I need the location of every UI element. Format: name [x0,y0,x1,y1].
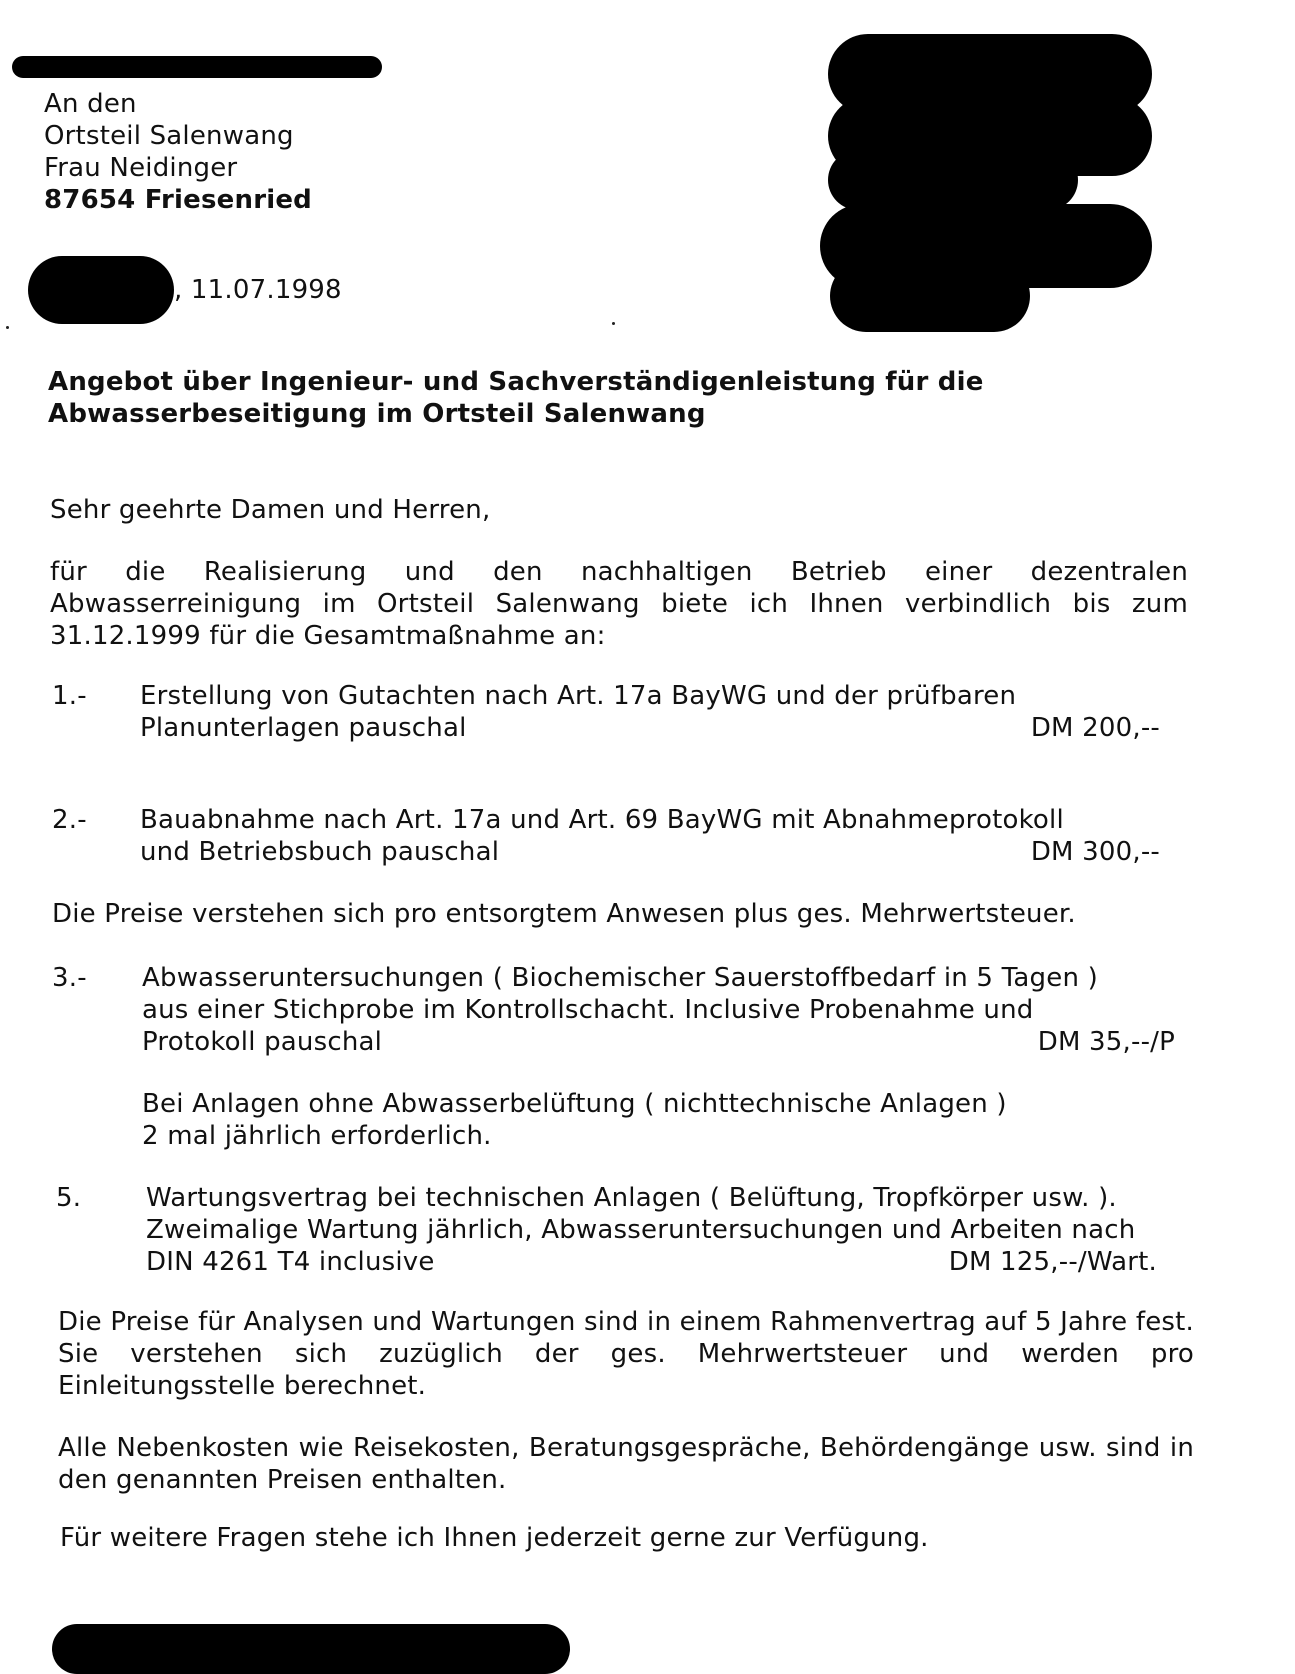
item-text-line: und Betriebsbuch pauschal [140,837,500,867]
item-number: 5. [56,1183,82,1213]
item-text-line: aus einer Stichprobe im Kontrollschacht. Inclusive Probenahme und [142,995,1034,1025]
item-text-line: Bauabnahme nach Art. 17a und Art. 69 BayWG mit Abnahmeprotokoll [140,805,1064,835]
item-text-line: DIN 4261 T4 inclusive [146,1247,435,1277]
redaction-place [28,256,174,324]
redaction-sender-line [12,56,382,78]
item-text-line: Wartungsvertrag bei technischen Anlagen ( Belüftung, Tropfkörper usw. ). [146,1183,1117,1213]
item-price: DM 300,-- [1030,837,1160,867]
subject-line-1: Angebot über Ingenieur- und Sachverständigenleistung für die [48,367,984,397]
item-text-line: Protokoll pauschal [142,1027,383,1057]
recipient-postal-city: 87654 Friesenried [44,185,312,215]
item-note-line: Bei Anlagen ohne Abwasserbelüftung ( nichttechnische Anlagen ) [142,1089,1007,1119]
item-number: 3.- [52,963,87,993]
item-number: 1.- [52,681,87,711]
item-text-line: Planunterlagen pauschal [140,713,467,743]
salutation: Sehr geehrte Damen und Herren, [50,495,491,525]
scan-speck [6,326,9,329]
item-text-line: Abwasseruntersuchungen ( Biochemischer Sauerstoffbedarf in 5 Tagen ) [142,963,1098,993]
recipient-address [44,88,312,216]
scan-speck [612,322,615,325]
recipient-line-2: Ortsteil Salenwang [44,121,294,151]
recipient-line-3: Frau Neidinger [44,153,238,183]
item-note-line: 2 mal jährlich erforderlich. [142,1121,492,1151]
item-price: DM 200,-- [1030,713,1160,743]
redaction-signature [52,1624,570,1674]
item-text-line: Erstellung von Gutachten nach Art. 17a BayWG und der prüfbaren [140,681,1017,711]
recipient-line-1: An den [44,89,137,119]
letter-subject [48,366,984,430]
subject-line-2: Abwasserbeseitigung im Ortsteil Salenwang [48,399,706,429]
framework-note: Die Preise für Analysen und Wartungen sind in einem Rahmenvertrag auf 5 Jahre fest. Sie verstehen sich zuzüglich der ges. Mehrwertsteuer und werden pro Einleitungsstelle berechnet. [58,1307,1194,1401]
item-price: DM 35,--/P [1037,1027,1175,1057]
costs-note: Alle Nebenkosten wie Reisekosten, Beratungsgespräche, Behördengänge usw. sind in den genannten Preisen enthalten. [58,1433,1194,1495]
prices-note: Die Preise verstehen sich pro entsorgtem Anwesen plus ges. Mehrwertsteuer. [52,899,1076,929]
item-number: 2.- [52,805,87,835]
intro-paragraph: für die Realisierung und den nachhaltigen Betrieb einer dezentralen Abwasserreinigung im Ortsteil Salenwang biete ich Ihnen verbindlich bis zum 31.12.1999 für die Gesamtmaßnahme an: [50,557,1188,651]
letter-date: , 11.07.1998 [174,275,342,305]
item-text-line: Zweimalige Wartung jährlich, Abwasseruntersuchungen und Arbeiten nach [146,1215,1136,1245]
closing-sentence: Für weitere Fragen stehe ich Ihnen jederzeit gerne zur Verfügung. [60,1523,929,1553]
item-price: DM 125,--/Wart. [948,1247,1157,1277]
